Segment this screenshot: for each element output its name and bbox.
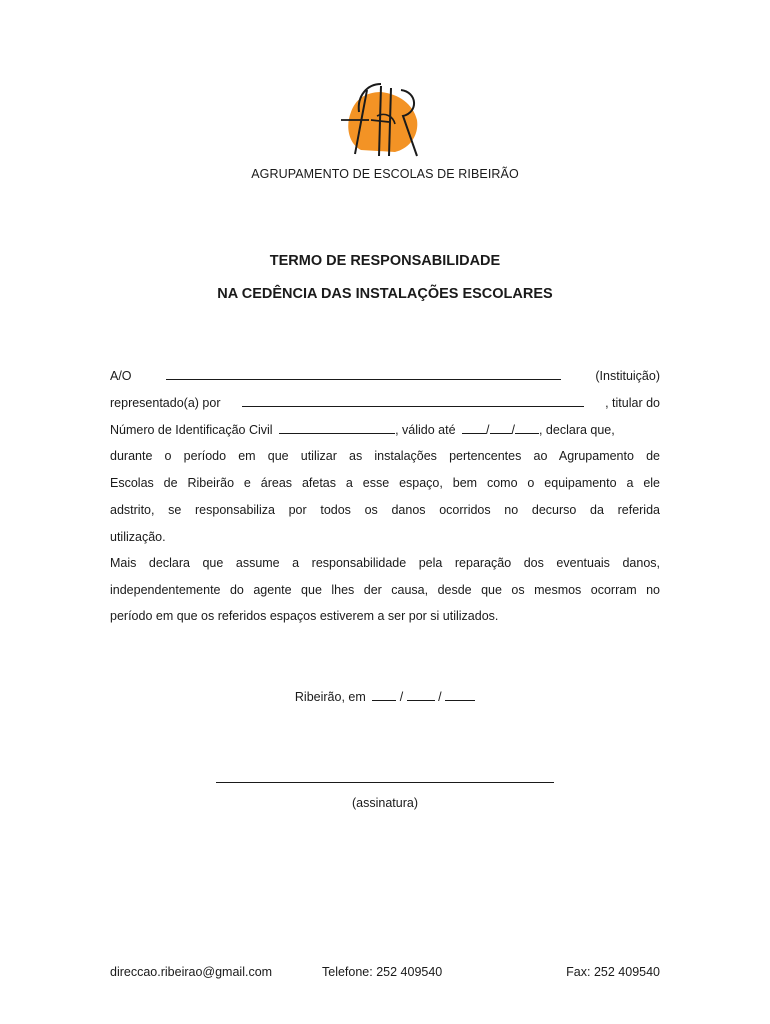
declares-text: , declara que, (538, 423, 615, 437)
footer-fax: Fax: 252 409540 (566, 965, 660, 979)
representative-label: representado(a) por (110, 396, 221, 410)
representative-line (110, 395, 660, 410)
id-line: Número de Identificação Civil , válido até / / , declara que, (110, 423, 615, 437)
school-name: AGRUPAMENTO DE ESCOLAS DE RIBEIRÃO (251, 167, 519, 181)
paragraph-line (110, 609, 660, 623)
paragraph-text: durante o período em que utilizar as instalações pertencentes ao Agrupamento de (110, 449, 660, 463)
paragraph-line (110, 449, 660, 463)
paragraph-line (110, 583, 660, 597)
date-month-blank (407, 689, 435, 701)
paragraph-text: Mais declara que assume a responsabilidade pela reparação dos eventuais danos, (110, 556, 660, 570)
paragraph-line (110, 503, 660, 517)
institution-line (110, 368, 660, 383)
paragraph-text: utilização. (110, 530, 166, 544)
valid-year-blank (515, 422, 539, 434)
paragraph-line (110, 530, 660, 544)
document-title: TERMO DE RESPONSABILIDADE (269, 253, 501, 269)
institution-label: A/O (110, 369, 132, 383)
representative-blank (242, 395, 584, 407)
footer-phone: Telefone: 252 409540 (322, 965, 443, 979)
document-subtitle: NA CEDÊNCIA DAS INSTALAÇÕES ESCOLARES (217, 286, 553, 302)
id-label: Número de Identificação Civil (110, 423, 273, 437)
signature-line (216, 782, 554, 783)
date-label: Ribeirão, em (294, 690, 366, 704)
valid-month-blank (490, 422, 512, 434)
school-logo (337, 82, 423, 158)
date-year-blank (445, 689, 475, 701)
paragraph-line (110, 556, 660, 570)
paragraph-text: Escolas de Ribeirão e áreas afetas a esse espaço, bem como o equipamento a ele (110, 476, 660, 490)
paragraph-text: adstrito, se responsabiliza por todos os danos ocorridos no decurso da referida (110, 503, 660, 517)
signature-label: (assinatura) (352, 796, 418, 810)
paragraph-text: período em que os referidos espaços estiverem a ser por si utilizados. (110, 609, 499, 623)
representative-suffix: , titular do (605, 396, 660, 410)
footer-email: direccao.ribeirao@gmail.com (110, 965, 273, 979)
institution-suffix: (Instituição) (595, 369, 660, 383)
valid-day-blank (462, 422, 486, 434)
paragraph-text: independentemente do agente que lhes der causa, desde que os mesmos ocorram no (110, 583, 660, 597)
date-line: Ribeirão, em / / (0, 689, 770, 704)
date-day-blank (372, 689, 396, 701)
paragraph-line (110, 476, 660, 490)
id-number-blank (279, 422, 395, 434)
institution-blank (166, 368, 561, 380)
valid-until-label: , válido até (395, 423, 456, 437)
